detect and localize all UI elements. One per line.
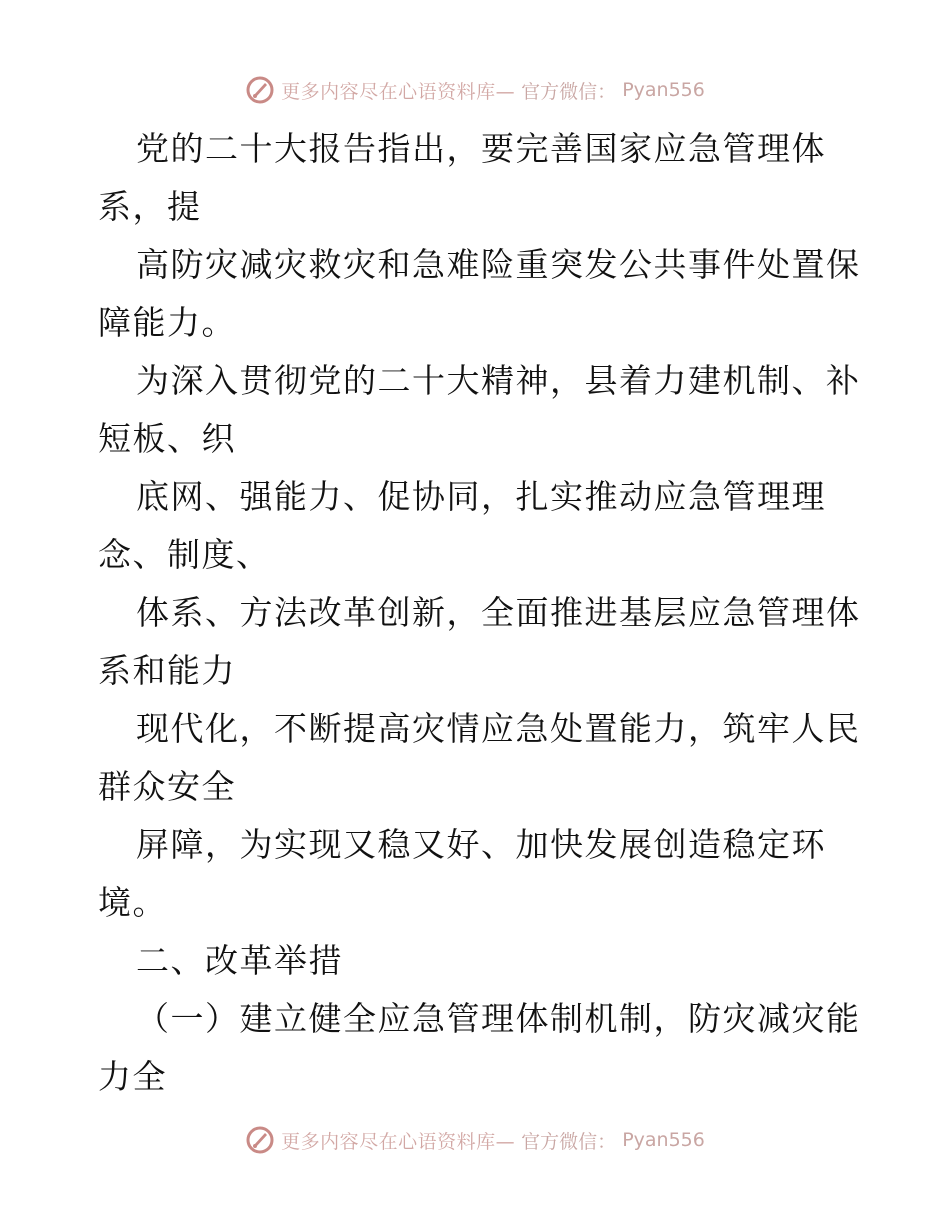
paragraph-line: 力全 bbox=[98, 1057, 167, 1096]
logo-icon bbox=[245, 1125, 275, 1155]
paragraph-line: 党的二十大报告指出，要完善国家应急管理体 bbox=[136, 129, 826, 168]
watermark-wechat-label: 官方微信： bbox=[521, 80, 617, 103]
subsection-heading: （一）建立健全应急管理体制机制，防灾减灾能 bbox=[136, 999, 861, 1038]
paragraph-line: 屏障，为实现又稳又好、加快发展创造稳定环 bbox=[136, 825, 826, 864]
paragraph-line: 短板、织 bbox=[98, 419, 236, 458]
paragraph-line: 高防灾减灾救灾和急难险重突发公共事件处置保 bbox=[136, 245, 861, 284]
footer-watermark bbox=[0, 1120, 950, 1160]
paragraph-line: 现代化，不断提高灾情应急处置能力，筑牢人民 bbox=[136, 709, 861, 748]
paragraph-line: 障能力。 bbox=[98, 303, 236, 342]
paragraph-line: 群众安全 bbox=[98, 767, 236, 806]
watermark-text: 更多内容尽在心语资料库— bbox=[281, 80, 516, 103]
paragraph-line: 念、制度、 bbox=[98, 535, 271, 574]
header-watermark bbox=[0, 70, 950, 110]
paragraph-line: 为深入贯彻党的二十大精神，县着力建机制、补 bbox=[136, 361, 861, 400]
watermark-wechat-id: Pyan556 bbox=[622, 79, 705, 101]
paragraph-line: 底网、强能力、促协同，扎实推动应急管理理 bbox=[136, 477, 826, 516]
section-heading: 二、改革举措 bbox=[136, 941, 343, 980]
watermark-text: 更多内容尽在心语资料库— bbox=[281, 1130, 516, 1153]
logo-icon bbox=[245, 75, 275, 105]
paragraph-line: 体系、方法改革创新，全面推进基层应急管理体 bbox=[136, 593, 861, 632]
watermark-wechat-label: 官方微信： bbox=[521, 1130, 617, 1153]
paragraph-line: 系和能力 bbox=[98, 651, 236, 690]
paragraph-line: 系，提 bbox=[98, 187, 202, 226]
paragraph-line: 境。 bbox=[98, 883, 167, 922]
watermark-wechat-id: Pyan556 bbox=[622, 1129, 705, 1151]
